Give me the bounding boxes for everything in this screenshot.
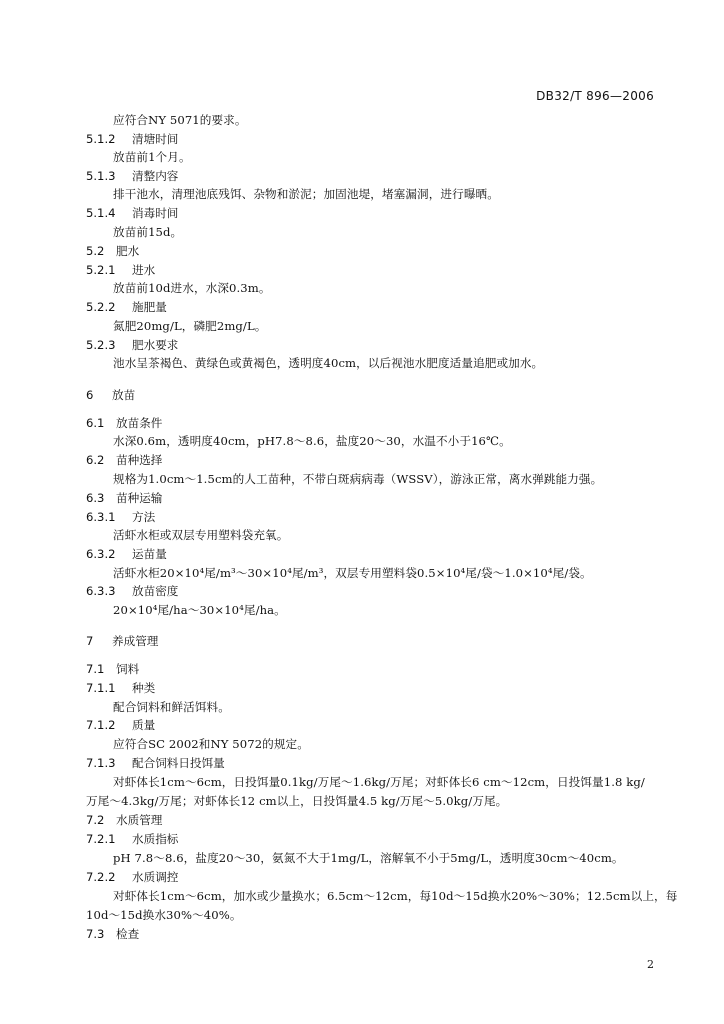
paragraph: 水深0.6m，透明度40cm，pH7.8～8.6，盐度20～30，水温不小于16℃。 xyxy=(113,434,511,448)
section-number: 5.1.2 xyxy=(86,132,116,146)
paragraph: 20×10⁴尾/ha～30×10⁴尾/ha。 xyxy=(113,603,286,617)
section-number: 6.3.2 xyxy=(86,547,116,561)
section-heading xyxy=(86,680,155,696)
section-title: 进水 xyxy=(132,263,156,277)
paragraph: 对虾体长1cm～6cm，加水或少量换水；6.5cm～12cm，每10d～15d换水20%～30%；12.5cm以上，每 xyxy=(113,889,678,903)
section-number: 7.2.2 xyxy=(86,870,116,884)
section-heading xyxy=(86,717,155,733)
paragraph: pH 7.8～8.6，盐度20～30，氨氮不大于1mg/L，溶解氧不小于5mg/L，透明度30cm～40cm。 xyxy=(113,851,624,865)
paragraph: 排干池水，清理池底残饵、杂物和淤泥；加固池堤，堵塞漏洞，进行曝晒。 xyxy=(113,187,499,201)
section-heading xyxy=(86,452,162,468)
section-heading xyxy=(86,415,162,431)
section-number: 5.2.2 xyxy=(86,300,116,314)
section-number: 6.3 xyxy=(86,491,105,505)
section-title: 清整内容 xyxy=(132,169,179,183)
section-title: 运苗量 xyxy=(132,547,167,561)
section-heading xyxy=(86,205,178,221)
section-number: 7.2.1 xyxy=(86,832,116,846)
section-number: 6.1 xyxy=(86,416,105,430)
paragraph: 活虾水柜或双层专用塑料袋充氧。 xyxy=(113,528,289,542)
paragraph: 应符合SC 2002和NY 5072的规定。 xyxy=(113,737,309,751)
section-number: 5.1.3 xyxy=(86,169,116,183)
section-number: 7.2 xyxy=(86,813,105,827)
section-title: 放苗 xyxy=(112,388,136,402)
section-title: 施肥量 xyxy=(132,300,167,314)
section-number: 7.1.3 xyxy=(86,756,116,770)
section-title: 消毒时间 xyxy=(132,206,179,220)
paragraph: 对虾体长1cm～6cm，日投饵量0.1kg/万尾～1.6kg/万尾；对虾体长6 cm～12cm，日投饵量1.8 kg/ xyxy=(113,775,645,789)
paragraph: 放苗前10d进水，水深0.3m。 xyxy=(113,281,271,295)
section-heading xyxy=(86,168,178,184)
paragraph: 放苗前15d。 xyxy=(113,225,183,239)
section-title: 放苗条件 xyxy=(116,416,163,430)
section-title: 检查 xyxy=(116,927,140,941)
section-heading xyxy=(86,131,178,147)
section-title: 种类 xyxy=(132,681,156,695)
section-heading xyxy=(86,509,155,525)
section-heading xyxy=(86,661,139,677)
chapter-heading xyxy=(86,633,158,649)
section-title: 肥水 xyxy=(116,244,140,258)
chapter-heading xyxy=(86,387,135,403)
section-heading xyxy=(86,869,178,885)
section-heading xyxy=(86,926,139,942)
section-title: 水质管理 xyxy=(116,813,163,827)
section-title: 水质指标 xyxy=(132,832,179,846)
paragraph: 配合饲料和鲜活饵料。 xyxy=(113,700,230,714)
section-number: 6.2 xyxy=(86,453,105,467)
paragraph: 应符合NY 5071的要求。 xyxy=(113,113,247,127)
section-number: 6.3.3 xyxy=(86,584,116,598)
section-title: 养成管理 xyxy=(112,634,159,648)
paragraph: 规格为1.0cm～1.5cm的人工苗种，不带白斑病病毒（WSSV），游泳正常，离水弹跳能力强。 xyxy=(113,472,603,486)
section-heading xyxy=(86,831,178,847)
section-title: 苗种选择 xyxy=(116,453,163,467)
section-title: 配合饲料日投饵量 xyxy=(132,756,225,770)
section-number: 5.2.3 xyxy=(86,338,116,352)
section-number: 6 xyxy=(86,388,94,402)
paragraph: 活虾水柜20×10⁴尾/m³～30×10⁴尾/m³，双层专用塑料袋0.5×10⁴尾/袋～1.0×10⁴尾/袋。 xyxy=(113,566,592,580)
section-heading xyxy=(86,262,155,278)
paragraph-continuation: 10d～15d换水30%～40%。 xyxy=(86,908,242,922)
section-number: 7.1.1 xyxy=(86,681,116,695)
section-heading xyxy=(86,299,167,315)
section-number: 7.3 xyxy=(86,927,105,941)
paragraph: 池水呈茶褐色、黄绿色或黄褐色，透明度40cm，以后视池水肥度适量追肥或加水。 xyxy=(113,356,544,370)
section-number: 7.1 xyxy=(86,662,105,676)
section-heading xyxy=(86,583,178,599)
section-heading xyxy=(86,337,178,353)
section-number: 5.1.4 xyxy=(86,206,116,220)
section-title: 肥水要求 xyxy=(132,338,179,352)
paragraph-continuation: 万尾～4.3kg/万尾；对虾体长12 cm以上，日投饵量4.5 kg/万尾～5.0kg/万尾。 xyxy=(86,794,508,808)
paragraph: 氮肥20mg/L，磷肥2mg/L。 xyxy=(113,319,267,333)
section-heading xyxy=(86,243,139,259)
section-title: 清塘时间 xyxy=(132,132,179,146)
section-title: 苗种运输 xyxy=(116,491,163,505)
page-number: 2 xyxy=(647,958,654,971)
section-number: 7 xyxy=(86,634,94,648)
section-heading xyxy=(86,755,225,771)
section-heading xyxy=(86,490,162,506)
section-number: 5.2.1 xyxy=(86,263,116,277)
section-title: 方法 xyxy=(132,510,156,524)
section-title: 放苗密度 xyxy=(132,584,179,598)
section-title: 饲料 xyxy=(116,662,140,676)
section-heading xyxy=(86,812,162,828)
section-number: 6.3.1 xyxy=(86,510,116,524)
section-number: 5.2 xyxy=(86,244,105,258)
paragraph: 放苗前1个月。 xyxy=(113,150,191,164)
document-code: DB32/T 896—2006 xyxy=(536,89,654,103)
section-title: 质量 xyxy=(132,718,156,732)
section-number: 7.1.2 xyxy=(86,718,116,732)
section-title: 水质调控 xyxy=(132,870,179,884)
section-heading xyxy=(86,546,167,562)
